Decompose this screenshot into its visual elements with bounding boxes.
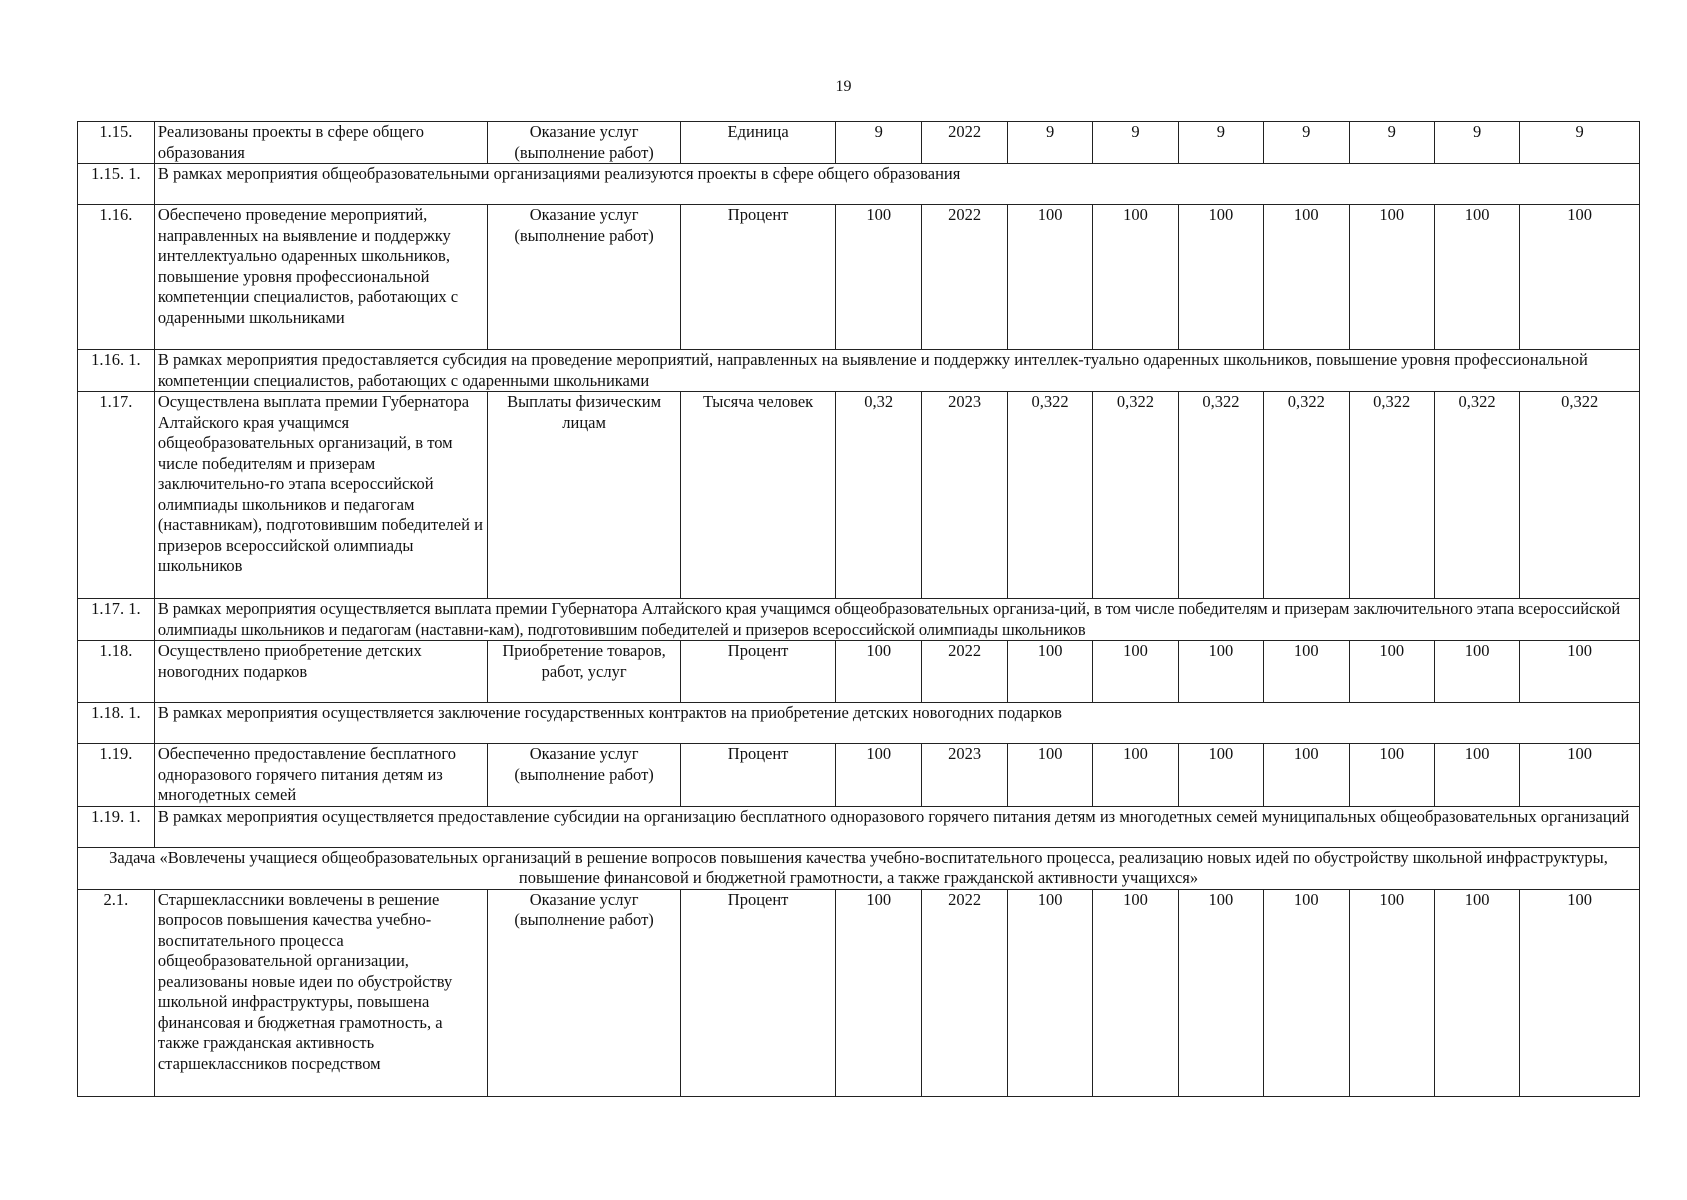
table-row xyxy=(78,889,1640,1096)
table-row xyxy=(78,205,1640,350)
base-value: 9 xyxy=(836,122,922,164)
result-name: Реализованы проекты в сфере общего образования xyxy=(154,122,487,164)
base-year: 2023 xyxy=(922,392,1007,599)
value-cell: 100 xyxy=(1007,205,1092,350)
unit-of-measure: Единица xyxy=(681,122,836,164)
result-type: Оказание услуг (выполнение работ) xyxy=(487,122,680,164)
value-cell: 100 xyxy=(1178,641,1263,703)
activity-description: В рамках мероприятия осуществляется выплата премии Губернатора Алтайского края учащимся общеобразовательных организа-ций, в том числе победителям и призерам заключительного этапа всероссийской олимпиады школьников и педагогам (наставни-кам), подготовившим победителей и призеров всероссийской олимпиады школьников xyxy=(154,599,1639,641)
unit-of-measure: Процент xyxy=(681,889,836,1096)
value-cell: 0,322 xyxy=(1093,392,1178,599)
value-cell: 100 xyxy=(1178,744,1263,807)
row-number: 2.1. xyxy=(78,889,155,1096)
result-type: Оказание услуг (выполнение работ) xyxy=(487,744,680,807)
result-name: Старшеклассники вовлечены в решение вопросов повышения качества учебно-воспитательного процесса общеобразовательной организации, реализованы новые идеи по обустройству школьной инфраструктуры, повышена финансовая и бюджетная грамотность, а также гражданская активность старшеклассников посредством xyxy=(154,889,487,1096)
base-value: 0,32 xyxy=(836,392,922,599)
result-type: Приобретение товаров, работ, услуг xyxy=(487,641,680,703)
unit-of-measure: Процент xyxy=(681,744,836,807)
value-cell: 100 xyxy=(1264,641,1349,703)
result-name: Обеспеченно предоставление бесплатного одноразового горячего питания детям из многодетных семей xyxy=(154,744,487,807)
value-cell: 100 xyxy=(1093,744,1178,807)
result-name: Осуществлена выплата премии Губернатора Алтайского края учащимся общеобразовательных организаций, в том числе победителям и призерам заключительно-го этапа всероссийской олимпиады школьников и педагогам (наставникам), подготовившим победителей и призеров всероссийской олимпиады школьников xyxy=(154,392,487,599)
table-row xyxy=(78,122,1640,164)
table-row xyxy=(78,350,1640,392)
unit-of-measure: Тысяча человек xyxy=(681,392,836,599)
value-cell: 100 xyxy=(1264,744,1349,807)
result-type: Оказание услуг (выполнение работ) xyxy=(487,889,680,1096)
value-cell: 100 xyxy=(1520,205,1640,350)
value-cell: 0,322 xyxy=(1349,392,1434,599)
value-cell: 100 xyxy=(1349,889,1434,1096)
base-value: 100 xyxy=(836,641,922,703)
table-row xyxy=(78,703,1640,744)
table-row xyxy=(78,744,1640,807)
value-cell: 100 xyxy=(1264,205,1349,350)
result-type: Оказание услуг (выполнение работ) xyxy=(487,205,680,350)
value-cell: 100 xyxy=(1264,889,1349,1096)
table-row xyxy=(78,847,1640,889)
value-cell: 100 xyxy=(1434,744,1519,807)
value-cell: 9 xyxy=(1007,122,1092,164)
base-year: 2022 xyxy=(922,641,1007,703)
activity-description: В рамках мероприятия предоставляется субсидия на проведение мероприятий, направленных на выявление и поддержку интеллек-туально одаренных школьников, повышение уровня профессиональной компетенции специалистов, работающих с одаренными школьниками xyxy=(154,350,1639,392)
value-cell: 9 xyxy=(1434,122,1519,164)
value-cell: 100 xyxy=(1093,641,1178,703)
value-cell: 0,322 xyxy=(1178,392,1263,599)
base-year: 2022 xyxy=(922,205,1007,350)
value-cell: 0,322 xyxy=(1264,392,1349,599)
row-number: 1.15. 1. xyxy=(78,164,155,205)
value-cell: 9 xyxy=(1520,122,1640,164)
row-number: 1.19. 1. xyxy=(78,806,155,847)
table-row xyxy=(78,641,1640,703)
value-cell: 100 xyxy=(1349,641,1434,703)
result-type: Выплаты физическим лицам xyxy=(487,392,680,599)
value-cell: 9 xyxy=(1178,122,1263,164)
value-cell: 100 xyxy=(1434,889,1519,1096)
unit-of-measure: Процент xyxy=(681,205,836,350)
value-cell: 100 xyxy=(1007,744,1092,807)
value-cell: 0,322 xyxy=(1520,392,1640,599)
value-cell: 100 xyxy=(1349,205,1434,350)
base-year: 2022 xyxy=(922,122,1007,164)
row-number: 1.18. 1. xyxy=(78,703,155,744)
row-number: 1.15. xyxy=(78,122,155,164)
value-cell: 100 xyxy=(1093,889,1178,1096)
task-heading: Задача «Вовлечены учащиеся общеобразовательных организаций в решение вопросов повышения качества учебно-воспитательного процесса, реализацию новых идей по обустройству школьной инфраструктуры, повышение финансовой и бюджетной грамотности, а также гражданской активности учащихся» xyxy=(78,847,1640,889)
activity-description: В рамках мероприятия общеобразовательными организациями реализуются проекты в сфере общего образования xyxy=(154,164,1639,205)
value-cell: 100 xyxy=(1093,205,1178,350)
table-row xyxy=(78,164,1640,205)
value-cell: 100 xyxy=(1178,205,1263,350)
base-year: 2023 xyxy=(922,744,1007,807)
value-cell: 0,322 xyxy=(1434,392,1519,599)
unit-of-measure: Процент xyxy=(681,641,836,703)
base-year: 2022 xyxy=(922,889,1007,1096)
value-cell: 100 xyxy=(1007,641,1092,703)
value-cell: 100 xyxy=(1178,889,1263,1096)
value-cell: 100 xyxy=(1434,641,1519,703)
base-value: 100 xyxy=(836,205,922,350)
base-value: 100 xyxy=(836,889,922,1096)
table-row xyxy=(78,806,1640,847)
value-cell: 9 xyxy=(1349,122,1434,164)
value-cell: 0,322 xyxy=(1007,392,1092,599)
result-name: Обеспечено проведение мероприятий, направленных на выявление и поддержку интеллектуально одаренных школьников, повышение уровня профессиональной компетенции специалистов, работающих с одаренными школьниками xyxy=(154,205,487,350)
value-cell: 100 xyxy=(1434,205,1519,350)
row-number: 1.19. xyxy=(78,744,155,807)
table-row xyxy=(78,599,1640,641)
value-cell: 100 xyxy=(1520,744,1640,807)
table-row xyxy=(78,392,1640,599)
activity-description: В рамках мероприятия осуществляется заключение государственных контрактов на приобретение детских новогодних подарков xyxy=(154,703,1639,744)
value-cell: 9 xyxy=(1264,122,1349,164)
base-value: 100 xyxy=(836,744,922,807)
value-cell: 100 xyxy=(1520,889,1640,1096)
row-number: 1.17. xyxy=(78,392,155,599)
row-number: 1.17. 1. xyxy=(78,599,155,641)
row-number: 1.18. xyxy=(78,641,155,703)
activity-description: В рамках мероприятия осуществляется предоставление субсидии на организацию бесплатного одноразового горячего питания детям из многодетных семей муниципальных общеобразовательных организаций xyxy=(154,806,1639,847)
row-number: 1.16. xyxy=(78,205,155,350)
result-name: Осуществлено приобретение детских новогодних подарков xyxy=(154,641,487,703)
row-number: 1.16. 1. xyxy=(78,350,155,392)
indicators-table xyxy=(77,121,1640,1097)
value-cell: 100 xyxy=(1007,889,1092,1096)
value-cell: 9 xyxy=(1093,122,1178,164)
value-cell: 100 xyxy=(1349,744,1434,807)
page-number: 19 xyxy=(835,78,852,95)
value-cell: 100 xyxy=(1520,641,1640,703)
